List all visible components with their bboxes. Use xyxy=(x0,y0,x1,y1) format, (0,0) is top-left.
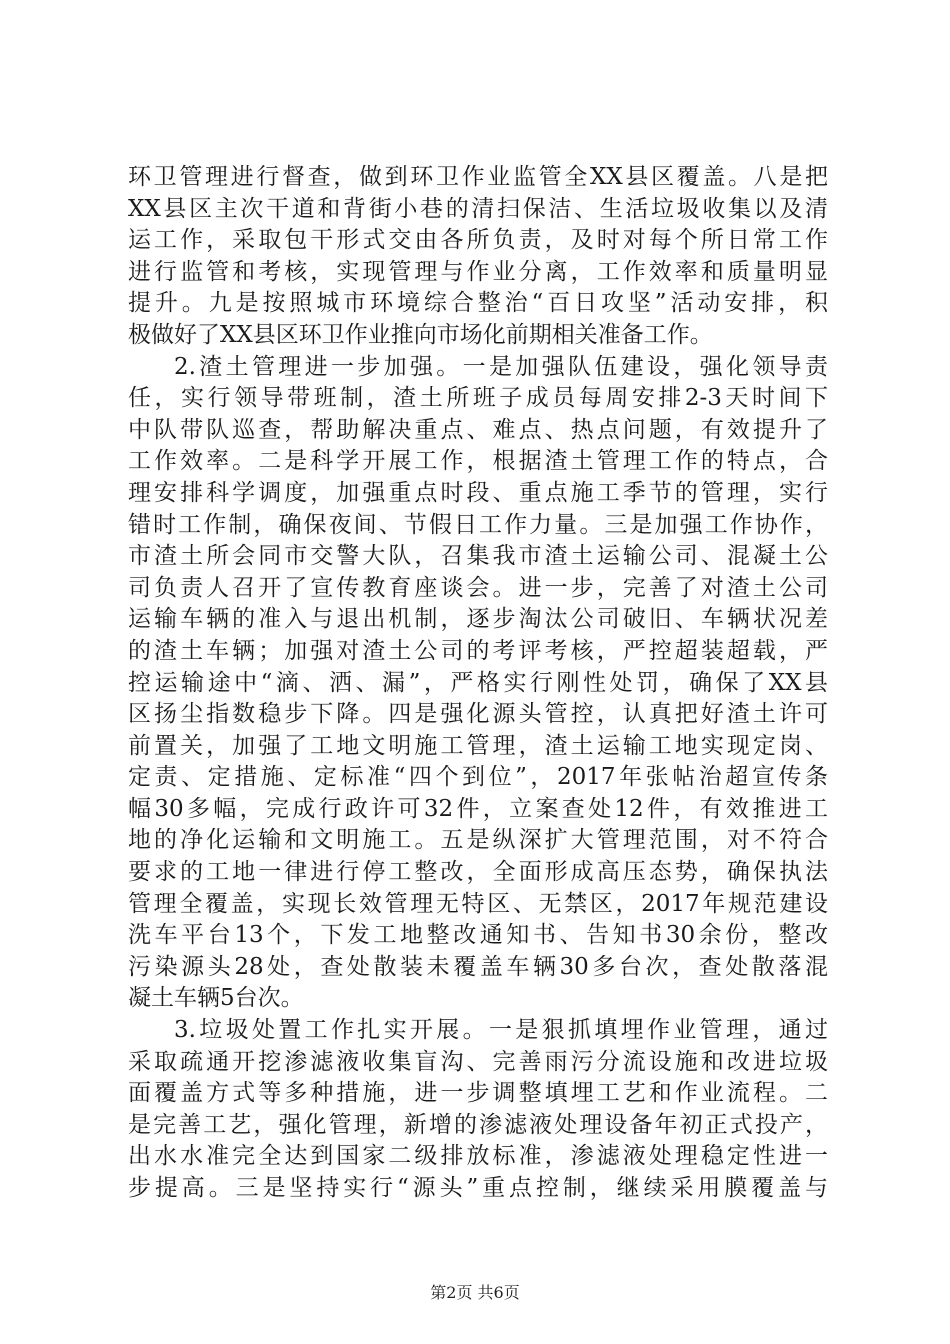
text-line: 凝土车辆5台次。 xyxy=(128,985,304,1012)
text-line: XX县区主次干道和背街小巷的清扫保洁、生活垃圾收集以及清 xyxy=(128,195,828,222)
text-line: 工作效率。二是科学开展工作，根据渣土管理工作的特点，合 xyxy=(128,448,828,475)
text-line: 进行监管和考核，实现管理与作业分离，工作效率和质量明显 xyxy=(128,258,828,285)
text-line: 采取疏通开挖渗滤液收集盲沟、完善雨污分流设施和改进垃圾 xyxy=(128,1048,828,1075)
text-line: 控运输途中“滴、洒、漏”，严格实行刚性处罚，确保了XX县 xyxy=(128,669,828,696)
text-line: 司负责人召开了宣传教育座谈会。进一步，完善了对渣土公司 xyxy=(128,574,828,601)
text-line: 要求的工地一律进行停工整改，全面形成高压态势，确保执法 xyxy=(128,859,828,886)
text-line: 运输车辆的准入与退出机制，逐步淘汰公司破旧、车辆状况差 xyxy=(128,606,828,633)
text-line: 理安排科学调度，加强重点时段、重点施工季节的管理，实行 xyxy=(128,479,828,506)
document-body xyxy=(128,162,828,1205)
text-line: 面覆盖方式等多种措施，进一步调整填埋工艺和作业流程。二 xyxy=(128,1080,828,1107)
text-line: 出水水准完全达到国家二级排放标准，渗滤液处理稳定性进一 xyxy=(128,1143,828,1170)
page-footer xyxy=(0,1283,950,1303)
text-line: 提升。九是按照城市环境综合整治“百日攻坚”活动安排，积 xyxy=(128,290,828,317)
page-number-label: 第2页 共6页 xyxy=(430,1283,520,1302)
text-line: 步提高。三是坚持实行“源头”重点控制，继续采用膜覆盖与 xyxy=(128,1175,828,1201)
text-line: 环卫管理进行督查，做到环卫作业监管全XX县区覆盖。八是把 xyxy=(128,164,828,190)
text-line: 错时工作制，确保夜间、节假日工作力量。三是加强工作协作， xyxy=(128,511,828,538)
text-line: 区扬尘指数稳步下降。四是强化源头管控，认真把好渣土许可 xyxy=(128,701,828,728)
text-line: 幅30多幅，完成行政许可32件，立案查处12件，有效推进工 xyxy=(128,795,828,822)
text-line: 地的净化运输和文明施工。五是纵深扩大管理范围，对不符合 xyxy=(128,827,828,854)
text-line: 中队带队巡查，帮助解决重点、难点、热点问题，有效提升了 xyxy=(128,416,828,443)
text-line: 前置关，加强了工地文明施工管理，渣土运输工地实现定岗、 xyxy=(128,732,828,759)
text-line: 洗车平台13个，下发工地整改通知书、告知书30余份，整改 xyxy=(128,922,828,949)
text-line: 的渣土车辆；加强对渣土公司的考评考核，严控超装超载，严 xyxy=(128,637,828,664)
text-line: 定责、定措施、定标准“四个到位”，2017年张帖治超宣传条 xyxy=(128,764,828,791)
text-line: 市渣土所会同市交警大队，召集我市渣土运输公司、混凝土公 xyxy=(128,543,828,570)
text-line: 管理全覆盖，实现长效管理无特区、无禁区，2017年规范建设 xyxy=(128,890,828,917)
text-line: 任，实行领导带班制，渣土所班子成员每周安排2-3天时间下 xyxy=(128,385,828,412)
paragraph-start-line: 3.垃圾处置工作扎实开展。一是狠抓填埋作业管理，通过 xyxy=(174,1017,828,1044)
paragraph-start-line: 2.渣土管理进一步加强。一是加强队伍建设，强化领导责 xyxy=(174,353,828,380)
text-line: 极做好了XX县区环卫作业推向市场化前期相关准备工作。 xyxy=(128,321,713,348)
text-line: 是完善工艺，强化管理，新增的渗滤液处理设备年初正式投产， xyxy=(128,1111,828,1138)
text-line: 污染源头28处，查处散装未覆盖车辆30多台次，查处散落混 xyxy=(128,953,828,980)
text-line: 运工作，采取包干形式交由各所负责，及时对每个所日常工作 xyxy=(128,227,828,254)
